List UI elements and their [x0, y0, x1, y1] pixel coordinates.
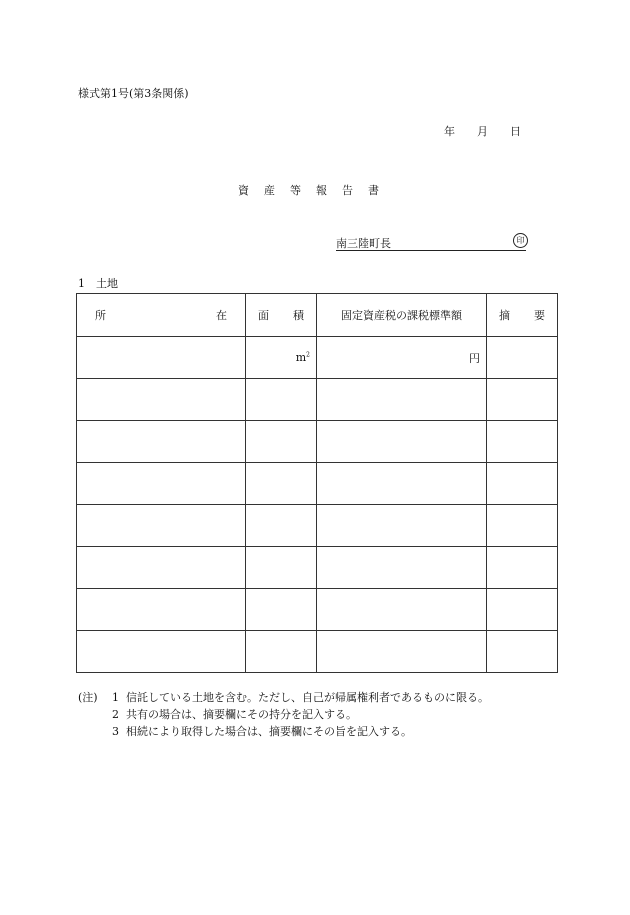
section-heading: [78, 275, 118, 291]
section-number: 1: [78, 277, 85, 290]
location-cell[interactable]: [77, 337, 246, 379]
note-number: 3: [112, 725, 119, 738]
area-cell[interactable]: [246, 337, 317, 379]
remarks-cell[interactable]: [487, 505, 558, 547]
header-location: [77, 294, 246, 337]
area-unit: m: [295, 351, 307, 364]
header-remarks: [487, 294, 558, 337]
document-title: [238, 182, 394, 198]
title-char: 産: [264, 184, 275, 197]
table-row: [77, 379, 558, 421]
day-label: 日: [510, 125, 521, 138]
note-item: [78, 706, 489, 723]
yen-unit: 円: [469, 351, 480, 365]
note-text: 信託している土地を含む。ただし、自己が帰属権利者であるものに限る。: [126, 691, 489, 704]
header-remarks-left: 摘: [499, 309, 510, 322]
remarks-cell[interactable]: [487, 463, 558, 505]
remarks-cell[interactable]: [487, 589, 558, 631]
table-row: [77, 631, 558, 673]
title-char: 書: [368, 184, 379, 197]
year-label: 年: [444, 125, 455, 138]
note-item: [78, 689, 489, 706]
location-cell[interactable]: [77, 463, 246, 505]
area-cell[interactable]: [246, 463, 317, 505]
tax-base-cell[interactable]: [317, 379, 487, 421]
location-cell[interactable]: [77, 505, 246, 547]
recipient-line: [336, 235, 526, 251]
area-unit-sup: 2: [306, 351, 310, 359]
note-number: 1: [112, 691, 119, 704]
tax-base-cell[interactable]: [317, 631, 487, 673]
tax-base-cell[interactable]: [317, 505, 487, 547]
title-char: 告: [342, 184, 353, 197]
tax-base-cell[interactable]: [317, 589, 487, 631]
table-header-row: [77, 294, 558, 337]
area-cell[interactable]: [246, 631, 317, 673]
location-cell[interactable]: [77, 379, 246, 421]
title-char: 等: [290, 184, 301, 197]
table-row: [77, 337, 558, 379]
header-area-left: 面: [258, 309, 269, 322]
location-cell[interactable]: [77, 631, 246, 673]
form-number: 様式第1号(第3条関係): [78, 87, 189, 100]
area-cell[interactable]: [246, 379, 317, 421]
location-cell[interactable]: [77, 589, 246, 631]
header-location-left: 所: [95, 309, 106, 322]
remarks-cell[interactable]: [487, 547, 558, 589]
tax-base-cell[interactable]: [317, 337, 487, 379]
remarks-cell[interactable]: [487, 631, 558, 673]
remarks-cell[interactable]: [487, 421, 558, 463]
remarks-cell[interactable]: [487, 337, 558, 379]
recipient-name: 南三陸町長: [336, 237, 391, 250]
header-remarks-right: 要: [534, 309, 545, 322]
table-row: [77, 463, 558, 505]
remarks-cell[interactable]: [487, 379, 558, 421]
table-row: [77, 589, 558, 631]
note-text: 共有の場合は、摘要欄にその持分を記入する。: [126, 708, 357, 721]
land-table: [76, 293, 558, 673]
seal-mark: 印: [513, 233, 528, 248]
title-char: 資: [238, 184, 249, 197]
note-item: [78, 723, 489, 740]
area-cell[interactable]: [246, 589, 317, 631]
header-tax-base: 固定資産税の課税標準額: [317, 294, 487, 337]
table-row: [77, 547, 558, 589]
month-label: 月: [477, 125, 488, 138]
area-cell[interactable]: [246, 547, 317, 589]
table-row: [77, 421, 558, 463]
tax-base-cell[interactable]: [317, 547, 487, 589]
location-cell[interactable]: [77, 547, 246, 589]
header-area: [246, 294, 317, 337]
section-label: 土地: [96, 277, 118, 290]
area-cell[interactable]: [246, 505, 317, 547]
header-location-right: 在: [216, 309, 227, 322]
date-line: [444, 123, 521, 139]
tax-base-cell[interactable]: [317, 463, 487, 505]
header-area-right: 積: [293, 309, 304, 322]
tax-base-cell[interactable]: [317, 421, 487, 463]
notes-block: [78, 689, 489, 740]
note-number: 2: [112, 708, 119, 721]
table-row: [77, 505, 558, 547]
note-text: 相続により取得した場合は、摘要欄にその旨を記入する。: [126, 725, 412, 738]
area-cell[interactable]: [246, 421, 317, 463]
title-char: 報: [316, 184, 327, 197]
notes-prefix: (注): [78, 691, 98, 704]
location-cell[interactable]: [77, 421, 246, 463]
